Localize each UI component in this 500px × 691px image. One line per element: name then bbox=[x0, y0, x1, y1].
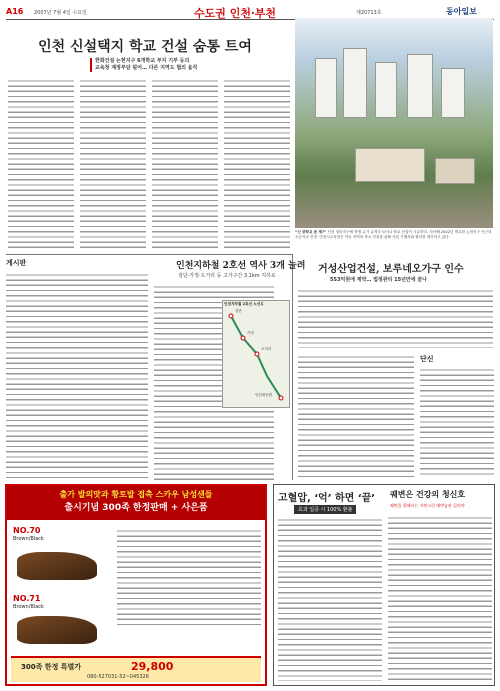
brief-box bbox=[6, 258, 148, 480]
ad1-model1-color: Brown/Black bbox=[13, 536, 44, 542]
lead-subhead-line1: 한화건설 논현지구 6개학교 부지 기부 등의 bbox=[95, 58, 190, 64]
ad1-banner-line1: 출가 발의맛과 황토발 접촉 스카우 남성샌들 bbox=[59, 490, 213, 499]
station-label: 가정 bbox=[247, 331, 254, 335]
lead-subhead-line2: 교육청 재정부담 덜어… 다른 지역도 협의 움직 bbox=[95, 65, 198, 71]
shoe-image bbox=[17, 552, 97, 580]
right-briefs bbox=[420, 354, 494, 480]
ad1-phone: 080-527031-52~045326 bbox=[87, 674, 149, 680]
subway-line-svg bbox=[223, 308, 289, 404]
ad2-right-title: 퀘변은 건강의 청신호 bbox=[390, 490, 466, 499]
station-label: 인천대공원 bbox=[255, 393, 272, 397]
right-briefs-body bbox=[420, 367, 494, 477]
photo-caption-text: 인천 청라지구에 학생 수가 급격히 늘어나 학교 신설이 시급하다. 지난해 2002년 개교한 논현지구 인근의 초등학교 전경. 인천시교육청은 이들 지역의 학교 건설을 위해 사업 시행자와 협의를 계속하고 있다. bbox=[295, 230, 492, 239]
shoe-image bbox=[17, 616, 97, 644]
article3-subhead: 검단·가정·오거리 등 고가구간 3.1km 지하로 bbox=[178, 273, 276, 279]
ad1-body bbox=[117, 528, 261, 628]
issue-number: 제20713호 bbox=[356, 10, 382, 16]
divider bbox=[6, 254, 292, 255]
ad2-left-title: 고혈압, ‘억’ 하면 ‘끝’ bbox=[278, 493, 376, 504]
ad2-right-body bbox=[388, 515, 492, 681]
sandal-advertisement bbox=[5, 484, 267, 686]
article2-body-continued bbox=[298, 354, 414, 480]
publication-date: 2007년 7월 4일 수요일 bbox=[34, 10, 87, 16]
ad2-right-sub: 쾌변을 위해서는 자연스런 배변습관 길러야 bbox=[390, 503, 465, 508]
lead-body-col1 bbox=[8, 78, 74, 248]
section-title: 수도권 인천·부천 bbox=[194, 7, 277, 20]
ad1-banner bbox=[7, 486, 265, 520]
ad2-left-sub: 효과 입증 시 100% 환불 bbox=[294, 505, 356, 514]
ad1-banner-line2: 출시기념 300족 한정판매 + 사은품 bbox=[64, 503, 208, 513]
brief-title: 게시판 bbox=[6, 258, 27, 267]
photo-caption-title: “신 중학교 문 제?” bbox=[295, 230, 327, 234]
photo-caption bbox=[295, 230, 493, 240]
ad1-price: 29,800 bbox=[131, 660, 174, 673]
article2-headline: 거성산업건설, 보루네오가구 인수 bbox=[318, 264, 464, 275]
station-label: 검단 bbox=[235, 309, 242, 313]
newspaper-logo: 동아일보 bbox=[446, 6, 477, 16]
ad2-left-body bbox=[278, 517, 382, 681]
lead-subhead bbox=[90, 58, 197, 72]
lead-body-col2 bbox=[80, 78, 146, 248]
divider bbox=[292, 254, 293, 480]
brief-body bbox=[6, 272, 148, 478]
ad1-model1: NO.70 bbox=[13, 526, 41, 535]
lead-headline: 인천 신설택지 학교 건설 숨통 트여 bbox=[38, 39, 252, 55]
article2-subhead: 553억원에 계약… 법정관리 15년만에 끝나 bbox=[330, 277, 427, 283]
right-briefs-title: 단신 bbox=[420, 354, 434, 363]
health-advertisement bbox=[273, 484, 495, 686]
article3-headline: 인천지하철 2호선 역사 3개 늘려 bbox=[176, 261, 306, 271]
lead-body-col3 bbox=[152, 78, 218, 248]
ad1-model2-color: Brown/Black bbox=[13, 604, 44, 610]
ad1-offer-box bbox=[11, 656, 261, 682]
article2-body bbox=[298, 288, 493, 348]
subway-map-title: 인천지하철 2호선 노선도 bbox=[224, 302, 264, 306]
lead-body-col4 bbox=[224, 78, 290, 248]
page-number: A16 bbox=[6, 7, 24, 16]
subway-map bbox=[222, 300, 290, 408]
ad1-model2: NO.71 bbox=[13, 594, 41, 603]
station-label: 오거리 bbox=[261, 347, 272, 351]
ad1-offer: 300족 한정 특별가 bbox=[21, 663, 82, 671]
school-construction-photo bbox=[295, 18, 493, 228]
